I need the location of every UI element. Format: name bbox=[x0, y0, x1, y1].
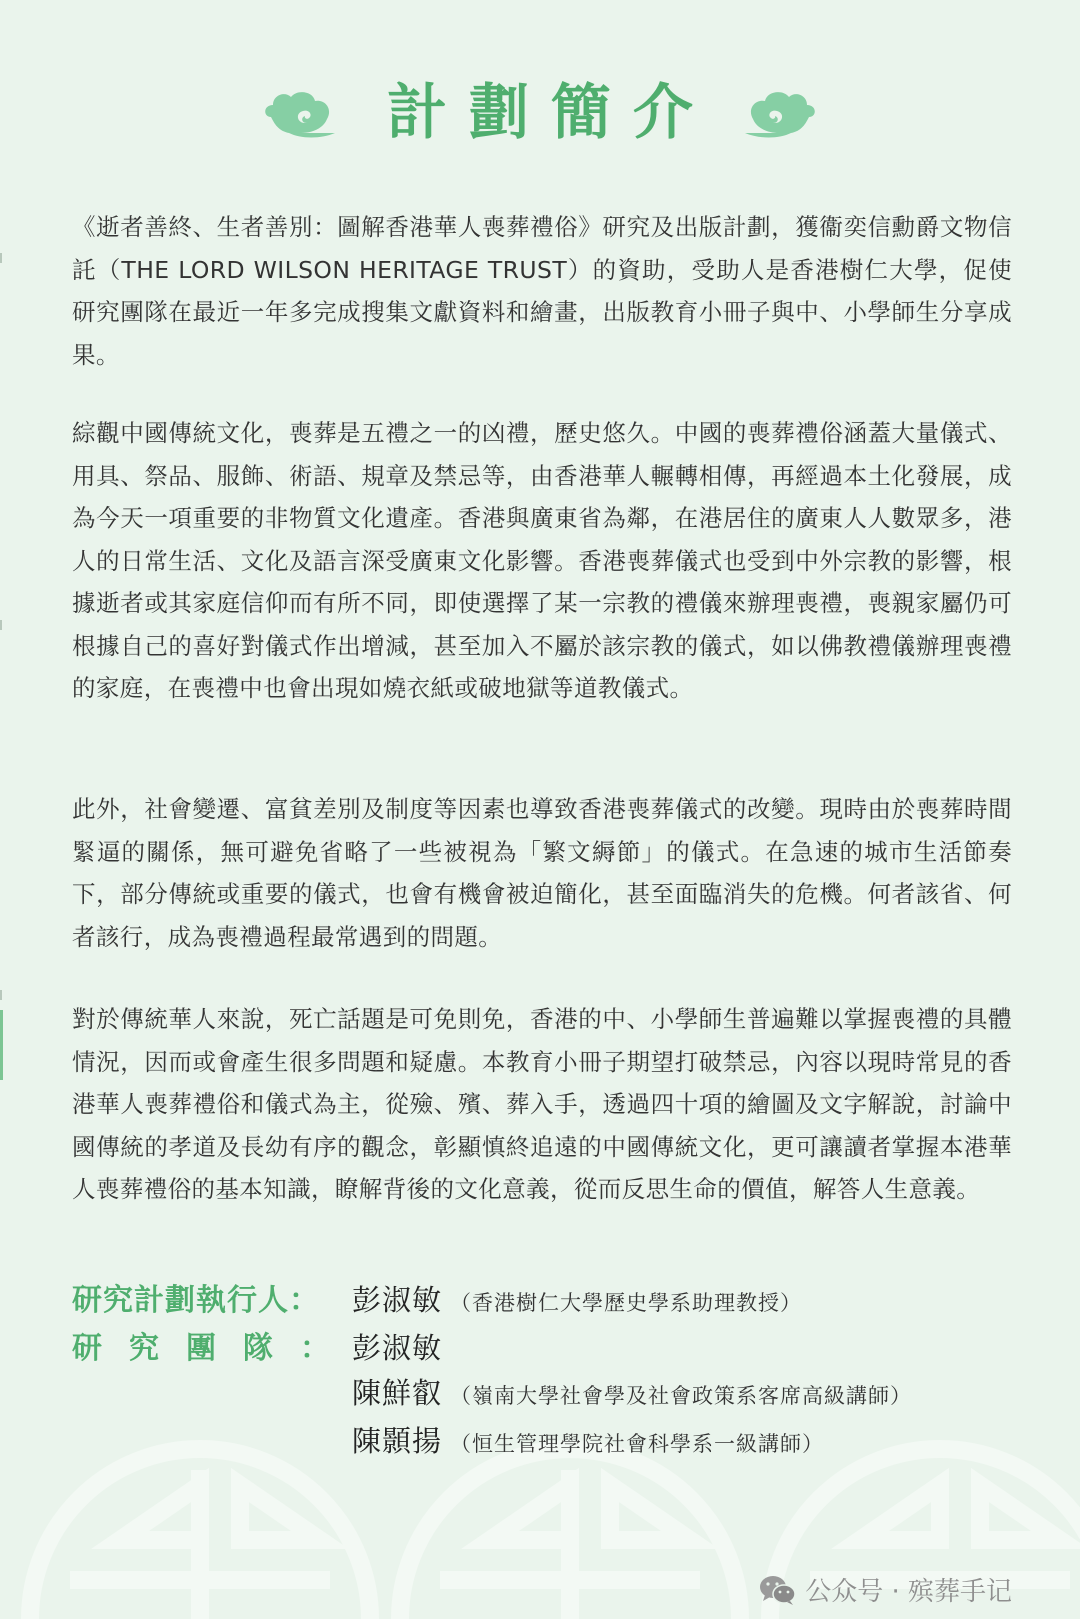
team-row bbox=[72, 1419, 1032, 1467]
watermark-text: 公众号 · 殡葬手记 bbox=[805, 1577, 1012, 1607]
team-member-affiliation: （恒生管理學院社會科學系一級講師） bbox=[450, 1432, 825, 1456]
wechat-icon bbox=[759, 1575, 797, 1605]
intro-paragraph-4: 對於傳統華人來說，死亡話題是可免則免，香港的中、小學師生普遍難以掌握喪禮的具體情況，因而或會產生很多問題和疑慮。本教育小冊子期望打破禁忌，內容以現時常見的香港華人喪葬禮俗和儀式為主，從殮、殯、葬入手，透過四十項的繪圖及文字解說，討論中國傳統的孝道及長幼有序的觀念，彰顯慎終追遠的中國傳統文化，更可讓讀者掌握本港華人喪葬禮俗的基本知識，瞭解背後的文化意義，從而反思生命的價值，解答人生意義。 bbox=[72, 1005, 1012, 1203]
team-member-name: 陳顥揚 bbox=[352, 1424, 443, 1458]
cloud-icon bbox=[741, 87, 819, 139]
team-row bbox=[72, 1323, 1032, 1371]
team-label: 研究團隊： bbox=[72, 1331, 357, 1366]
team-member-name: 彭淑敏 bbox=[352, 1331, 443, 1365]
section-header bbox=[0, 78, 1080, 148]
executor-name: 彭淑敏 bbox=[352, 1283, 443, 1317]
intro-paragraph-2: 綜觀中國傳統文化，喪葬是五禮之一的凶禮，歷史悠久。中國的喪葬禮俗涵蓋大量儀式、用具、祭品、服飾、術語、規章及禁忌等，由香港華人輾轉相傳，再經過本土化發展，成為今天一項重要的非物質文化遺產。香港與廣東省為鄰，在港居住的廣東人人數眾多，港人的日常生活、文化及語言深受廣東文化影響。香港喪葬儀式也受到中外宗教的影響，根據逝者或其家庭信仰而有所不同，即使選擇了某一宗教的禮儀來辦理喪禮，喪親家屬仍可根據自己的喜好對儀式作出增減，甚至加入不屬於該宗教的儀式，如以佛教禮儀辦理喪禮的家庭，在喪禮中也會出現如燒衣紙或破地獄等道教儀式。 bbox=[72, 419, 1012, 702]
wechat-watermark bbox=[759, 1571, 1012, 1608]
executor-affiliation: （香港樹仁大學歷史學系助理教授） bbox=[450, 1291, 803, 1315]
page-title: 計劃簡介 bbox=[387, 78, 715, 148]
intro-paragraph-3: 此外，社會變遷、富貧差別及制度等因素也導致香港喪葬儀式的改變。現時由於喪葬時間緊逼的關係，無可避免省略了一些被視為「繁文縟節」的儀式。在急速的城市生活節奏下，部分傳統或重要的儀式，也會有機會被迫簡化，甚至面臨消失的危機。何者該省、何者該行，成為喪禮過程最常遇到的問題。 bbox=[72, 795, 1012, 951]
cloud-icon bbox=[261, 87, 339, 139]
executor-label: 研究計劃執行人： bbox=[72, 1283, 320, 1318]
credits-section bbox=[72, 1275, 1032, 1467]
executor-row bbox=[72, 1275, 1032, 1323]
team-member-name: 陳鮮叡 bbox=[352, 1376, 443, 1410]
intro-paragraph-1: 《逝者善終、生者善別：圖解香港華人喪葬禮俗》研究及出版計劃，獲衞奕信勳爵文物信託（THE LORD WILSON HERITAGE TRUST）的資助，受助人是香港樹仁大學，促使研究團隊在最近一年多完成搜集文獻資料和繪畫，出版教育小冊子與中、小學師生分享成果。 bbox=[72, 213, 1012, 369]
team-member-affiliation: （嶺南大學社會學及社會政策系客席高級講師） bbox=[450, 1384, 913, 1408]
page-edge-marks bbox=[0, 0, 4, 1619]
team-row bbox=[72, 1371, 1032, 1419]
